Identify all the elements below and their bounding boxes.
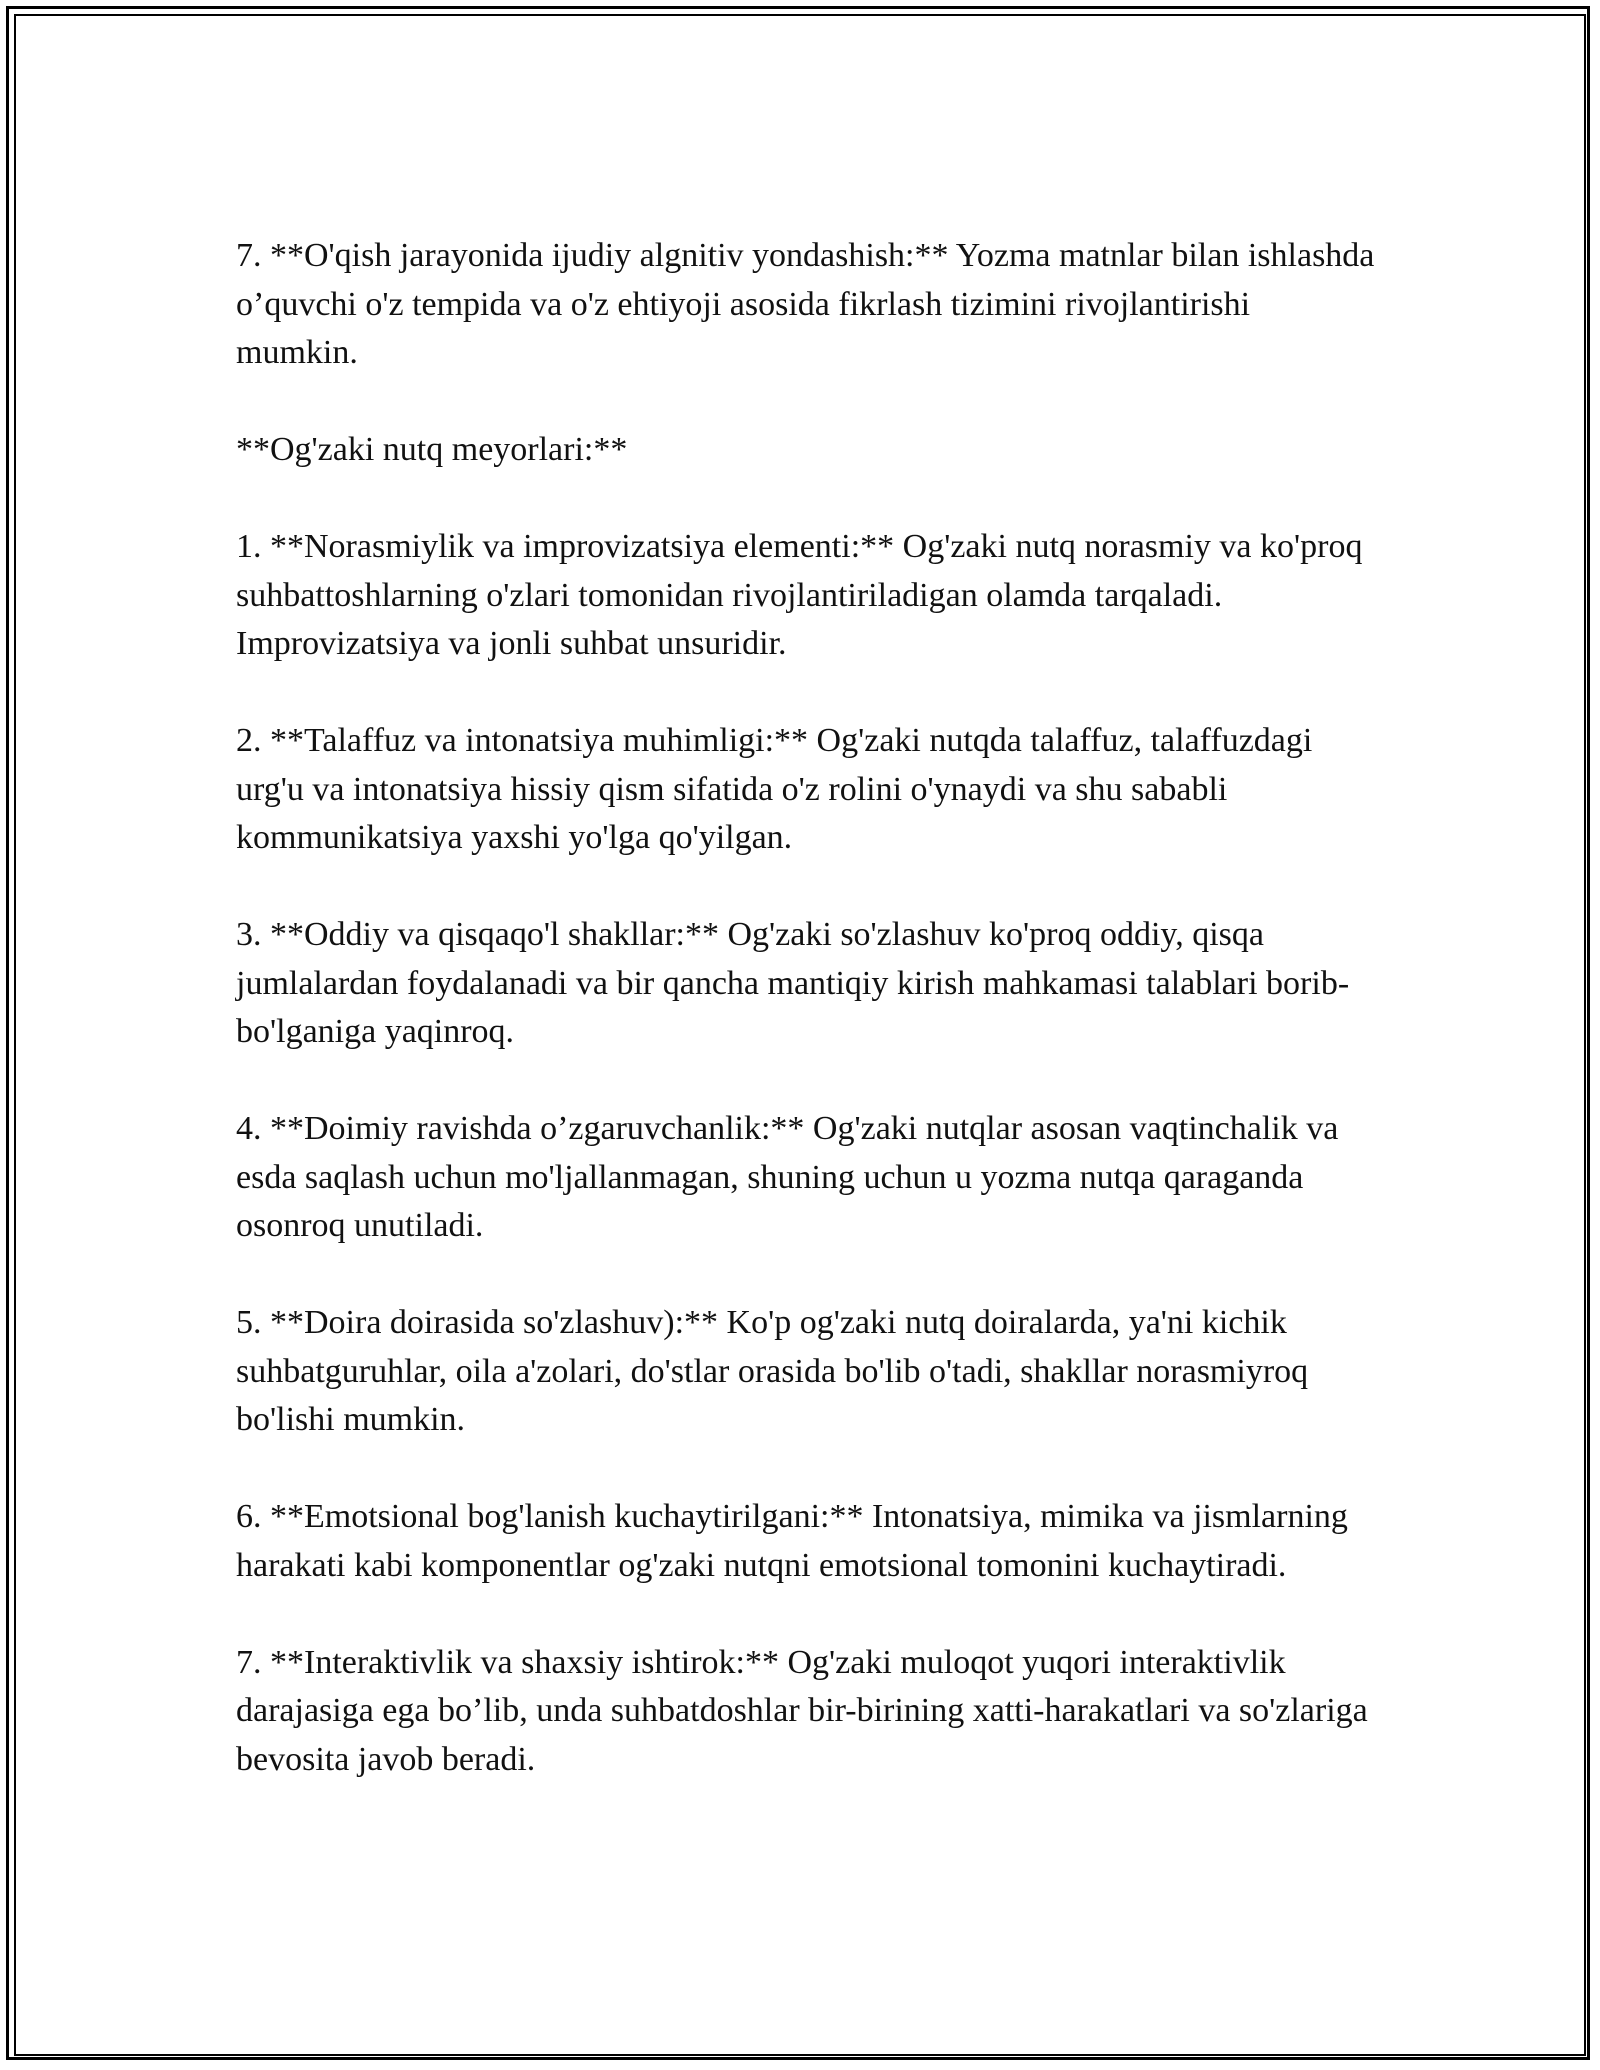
- list-item-emotional-connection: 6. **Emotsional bog'lanish kuchaytirilgani:** Intonatsiya, mimika va jismlarning harakati kabi komponentlar og'zaki nutqni emotsional tomonini kuchaytiradi.: [236, 1498, 1348, 1584]
- list-item-informality: 1. **Norasmiylik va improvizatsiya elementi:** Og'zaki nutq norasmiy va ko'proq suhbattoshlarning o'zlari tomonidan rivojlantiriladigan olamda tarqaladi. Improvizatsiya va jonli suhbat unsuridir.: [236, 528, 1363, 662]
- list-item-variability: 4. **Doimiy ravishda o’zgaruvchanlik:** Og'zaki nutqlar asosan vaqtinchalik va esda saqlash uchun mo'ljallanmagan, shuning uchun u yozma nutqa qaraganda osonroq unutiladi.: [236, 1110, 1339, 1244]
- list-item-interactivity: 7. **Interaktivlik va shaxsiy ishtirok:** Og'zaki muloqot yuqori interaktivlik darajasiga ega bo’lib, unda suhbatdoshlar bir-birining xatti-harakatlari va so'zlariga bevosita javob beradi.: [236, 1643, 1368, 1778]
- list-item-pronunciation: 2. **Talaffuz va intonatsiya muhimligi:** Og'zaki nutqda talaffuz, talaffuzdagi urg'u va intonatsiya hissiy qism sifatida o'z rolini o'ynaydi va shu sababli kommunikatsiya yaxshi yo'lga qo'yilgan.: [236, 722, 1313, 856]
- section-heading-oral-speech-norms: **Og'zaki nutq meyorlari:**: [236, 431, 628, 468]
- paragraph-cognitive-approach: 7. **O'qish jarayonida ijudiy algnitiv yondashish:** Yozma matnlar bilan ishlashda o’quvchi o'z tempida va o'z ehtiyoji asosida fikrlash tizimini rivojlantirishi mumkin.: [236, 237, 1375, 371]
- document-body: [236, 232, 1376, 1784]
- list-item-simple-forms: 3. **Oddiy va qisqaqo'l shakllar:** Og'zaki so'zlashuv ko'proq oddiy, qisqa jumlalardan foydalanadi va bir qancha mantiqiy kirish mahkamasi talablari borib-bo'lganiga yaqinroq.: [236, 916, 1350, 1050]
- list-item-circle-speech: 5. **Doira doirasida so'zlashuv):** Ko'p og'zaki nutq doiralarda, ya'ni kichik suhbatguruhlar, oila a'zolari, do'stlar orasida bo'lib o'tadi, shakllar norasmiyroq bo'lishi mumkin.: [236, 1304, 1309, 1438]
